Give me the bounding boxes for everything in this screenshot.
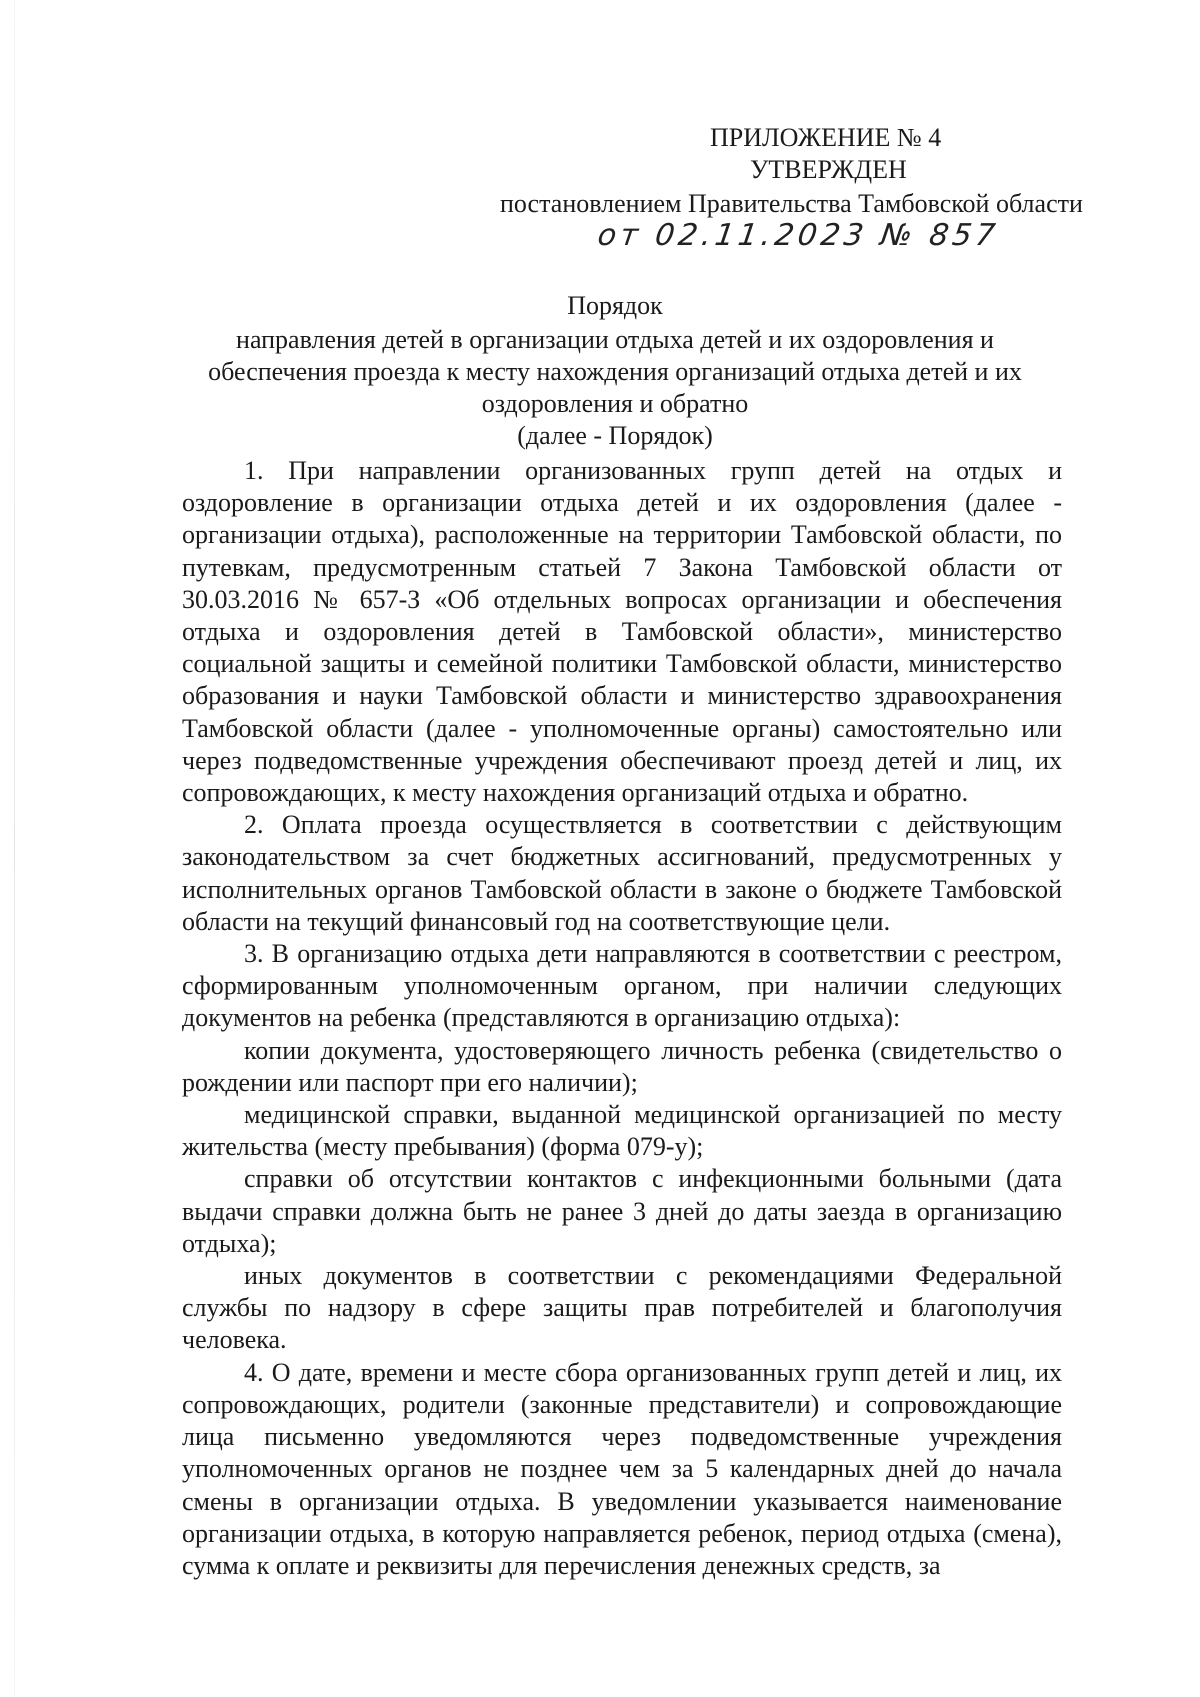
handwritten-date-number: от 02.11.2023 № 857: [595, 218, 1002, 253]
title-main: Порядок: [567, 291, 663, 320]
paragraph-3-item-b: медицинской справки, выданной медицинской организацией по месту жительства (месту пребывания) (форма 079-у);: [182, 1100, 1062, 1162]
title-line-4: (далее - Порядок): [517, 421, 713, 450]
title-line-3: оздоровления и обратно: [481, 389, 749, 418]
document-body: [182, 455, 1062, 1582]
paragraph-3-item-c: справки об отсутствии контактов с инфекционными больными (дата выдачи справки должна быть не ранее 3 дней до даты заезда в организацию отдыха);: [182, 1164, 1062, 1258]
title-line-2: обеспечения проезда к месту нахождения организаций отдыха детей и их: [208, 357, 1022, 386]
approved-label: УТВЕРЖДЕН: [750, 155, 907, 184]
paragraph-2: 2. Оплата проезда осуществляется в соответствии с действующим законодательством за счет бюджетных ассигнований, предусмотренных у исполнительных органов Тамбовской области в законе о бюджете Тамбовской области на текущий финансовый год на соответствующие цели.: [182, 810, 1062, 936]
paragraph-3-item-a: копии документа, удостоверяющего личность ребенка (свидетельство о рождении или паспорт при его наличии);: [182, 1035, 1062, 1097]
paragraph-3-item-d: иных документов в соответствии с рекомендациями Федеральной службы по надзору в сфере защиты прав потребителей и благополучия человека.: [182, 1261, 1062, 1355]
document-title: [150, 290, 1080, 452]
paragraph-3: 3. В организацию отдыха дети направляются в соответствии с реестром, сформированным уполномоченным органом, при наличии следующих документов на ребенка (представляются в организацию отдыха):: [182, 939, 1062, 1033]
title-line-1: направления детей в организации отдыха детей и их оздоровления и: [236, 325, 994, 354]
decree-reference: постановлением Правительства Тамбовской области: [500, 189, 1083, 218]
paragraph-4: 4. О дате, времени и месте сбора организованных групп детей и лиц, их сопровождающих, родители (законные представители) и сопровождающие лица письменно уведомляются через подведомственные учреждения уполномоченных органов не позднее чем за 5 календарных дней до начала смены в организации отдыха. В уведомлении указывается наименование организации отдыха, в которую направляется ребенок, период отдыха (смена), сумма к оплате и реквизиты для перечисления денежных средств, за: [182, 1357, 1062, 1580]
scan-edge: [14, 0, 15, 1697]
paragraph-1: 1. При направлении организованных групп детей на отдых и оздоровление в организации отдыха детей и их оздоровления (далее - организации отдыха), расположенные на территории Тамбовской области, по путевкам, предусмотренным статьей 7 Закона Тамбовской области от 30.03.2016 № 657-З «Об отдельных вопросах организации и обеспечения отдыха и оздоровления детей в Тамбовской области», министерство социальной защиты и семейной политики Тамбовской области, министерство образования и науки Тамбовской области и министерство здравоохранения Тамбовской области (далее - уполномоченные органы) самостоятельно или через подведомственные учреждения обеспечивают проезд детей и лиц, их сопровождающих, к месту нахождения организаций отдыха и обратно.: [182, 456, 1062, 808]
appendix-number: ПРИЛОЖЕНИЕ № 4: [710, 123, 942, 152]
